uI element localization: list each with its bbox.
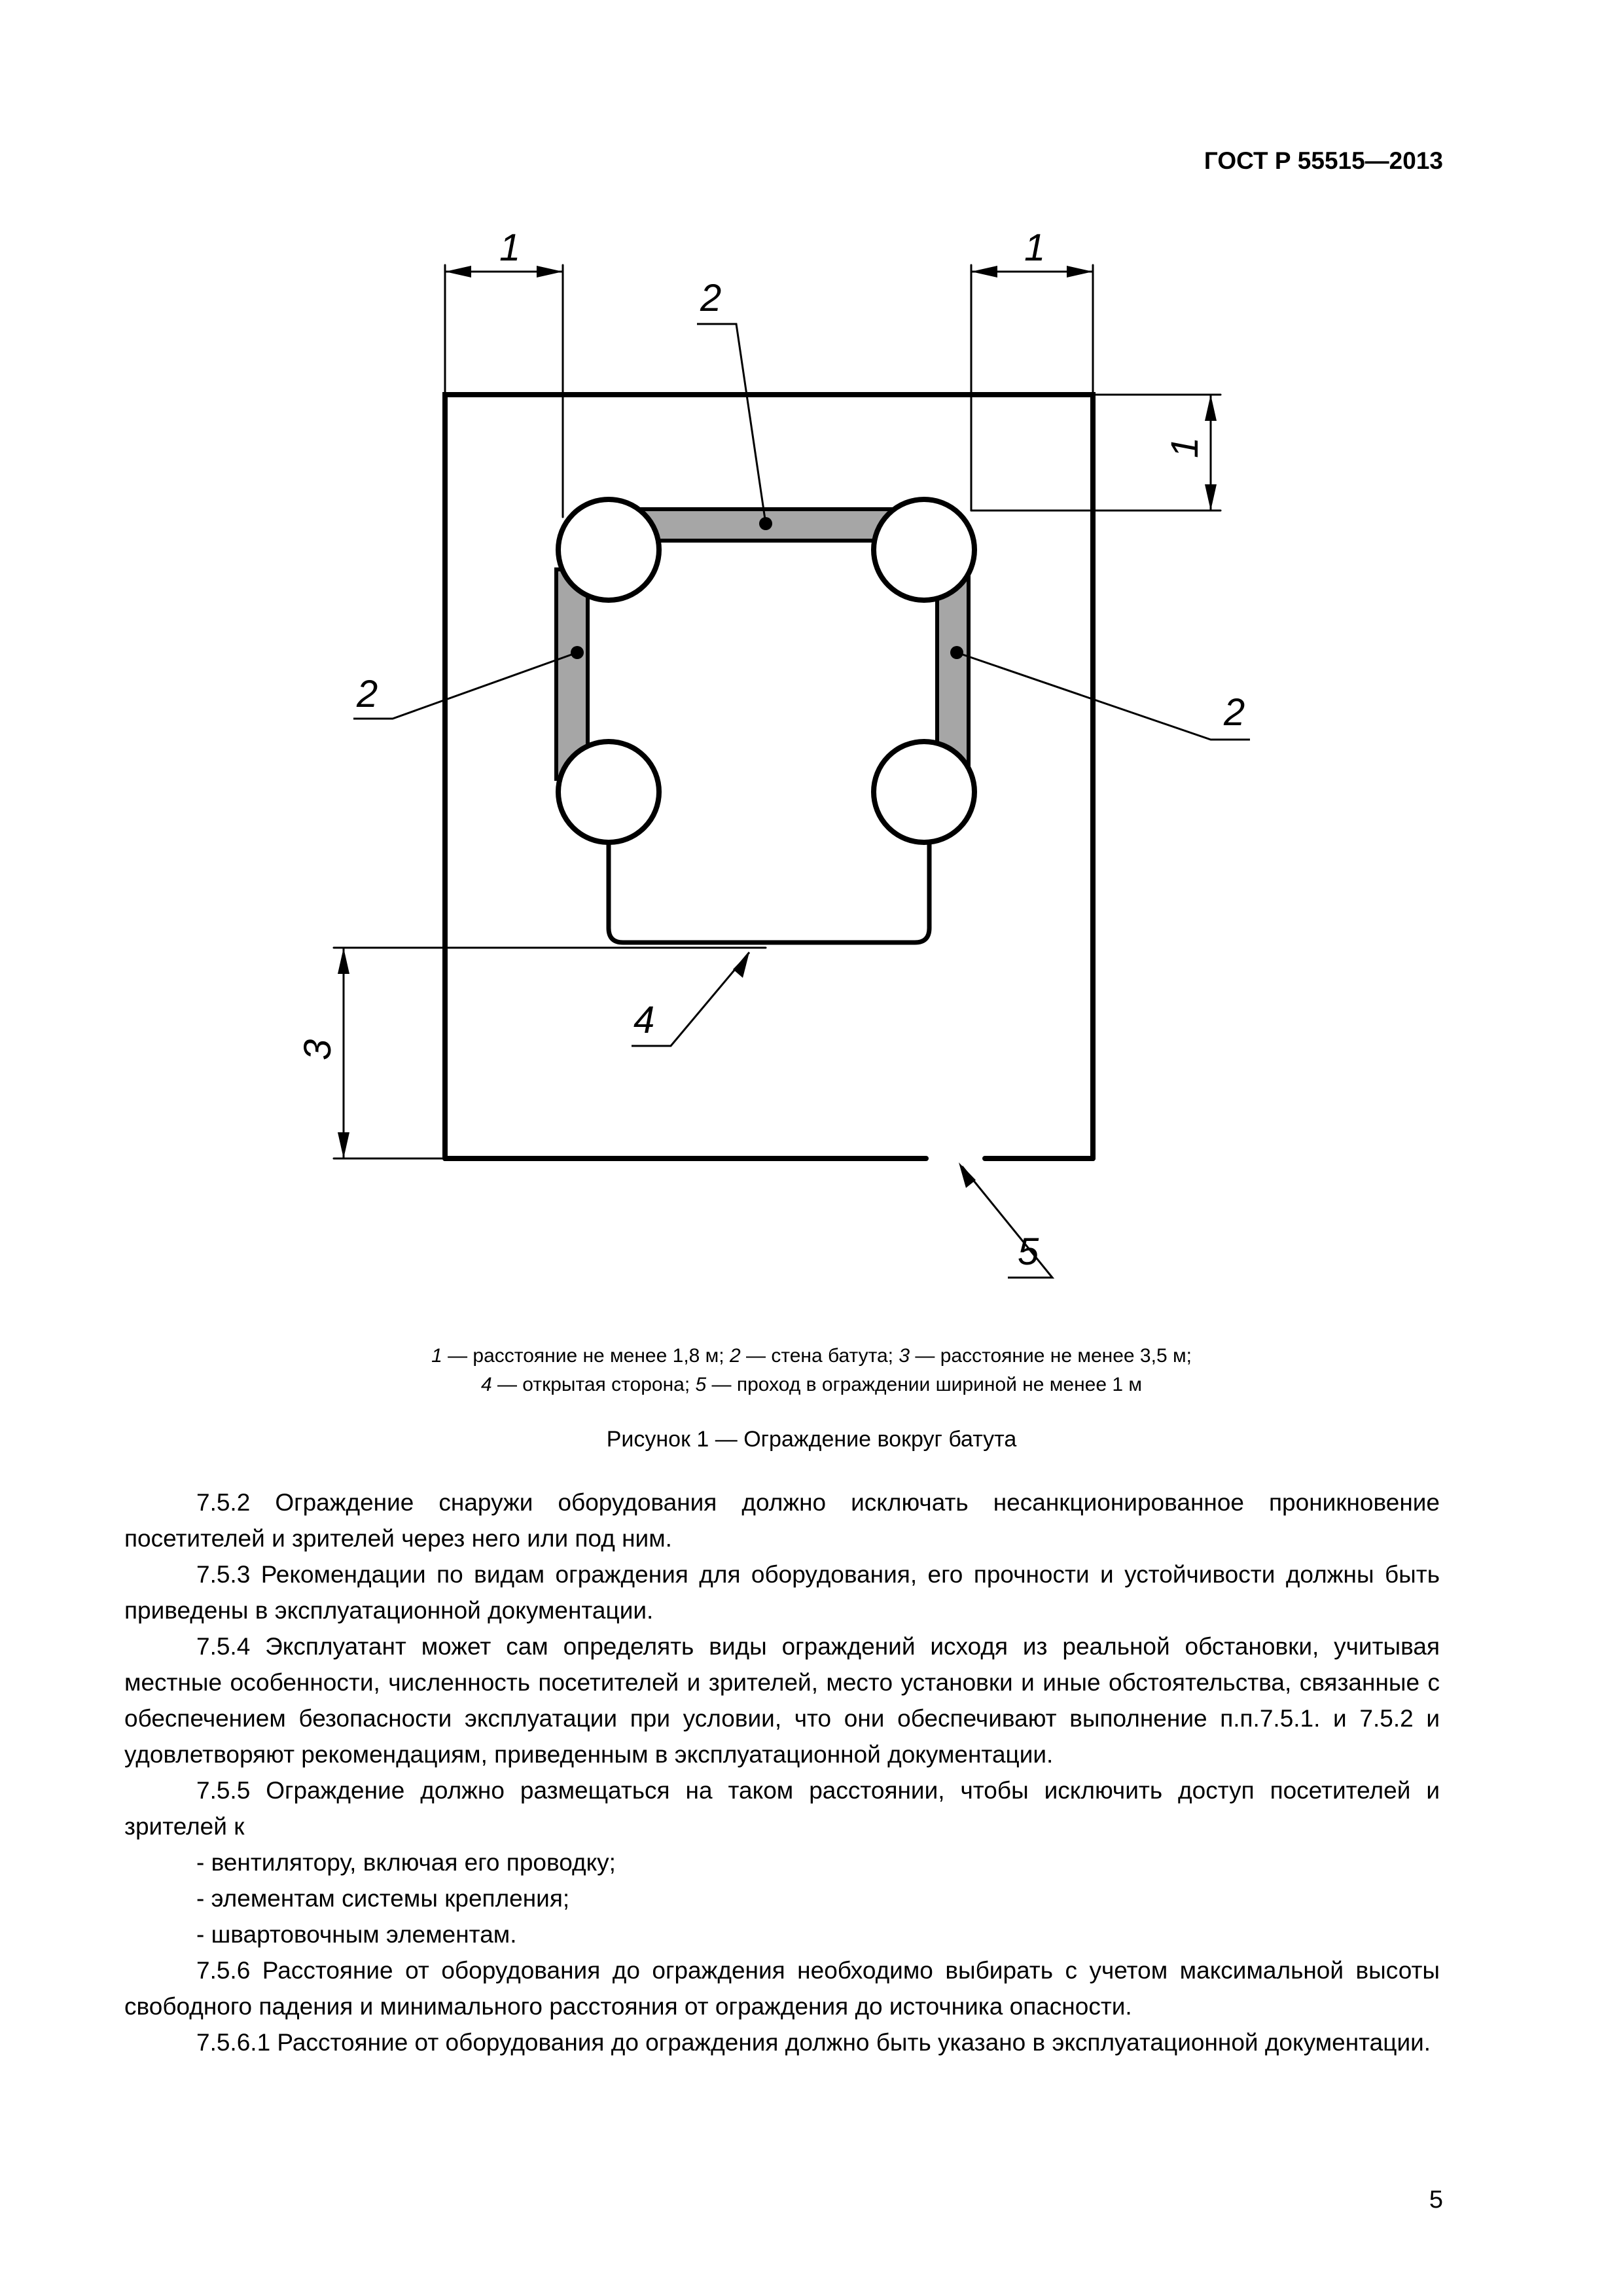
callout-dist-bottom: 3 — [296, 1039, 339, 1060]
callout-wall-right: 2 — [1224, 691, 1245, 734]
callout-dist-left-top: 1 — [499, 226, 521, 269]
paragraph-7-5-6-1: 7.5.6.1 Расстояние от оборудования до ограждения должно быть указано в эксплуатационной документации. — [196, 2029, 1431, 2056]
callout-dist-side: 1 — [1164, 437, 1206, 458]
list-item: - вентилятору, включая его проводку; — [196, 1849, 616, 1876]
list-item: - элементам системы крепления; — [196, 1885, 570, 1912]
figure-caption: Рисунок 1 — Ограждение вокруг батута — [606, 1427, 1017, 1452]
corner-posts — [558, 499, 974, 842]
open-side-outline — [609, 825, 929, 942]
paragraph-7-5-4: 7.5.4 Эксплуатант может сам определять виды ограждений исходя из реальной обстановки, учитывая местные особенности, численность посетителей и зрителей, место установки и иные обстоятельства, связанные с обеспечением безопасности эксплуатации при условии, что они обеспечивают выполнение п.п.7.5.1. и 7.5.2 и удовлетворяют рекомендациям, приведенным в эксплуатационной документации. — [124, 1633, 1440, 1768]
callout-dist-right-top: 1 — [1024, 226, 1046, 269]
paragraph-7-5-2: 7.5.2 Ограждение снаружи оборудования должно исключать несанкционированное проникновение посетителей и зрителей через него или под ним. — [124, 1489, 1440, 1552]
figure-legend — [0, 1342, 1623, 1399]
body-text — [124, 1484, 1440, 2060]
paragraph-7-5-5: 7.5.5 Ограждение должно размещаться на таком расстоянии, чтобы исключить доступ посетителей и зрителей к — [124, 1777, 1440, 1840]
paragraph-7-5-6: 7.5.6 Расстояние от оборудования до ограждения необходимо выбирать с учетом максимальной высоты свободного падения и минимального расстояния от ограждения до источника опасности. — [124, 1957, 1440, 2020]
list-item: - швартовочным элементам. — [196, 1921, 517, 1948]
callout-wall-top: 2 — [700, 277, 722, 319]
paragraph-7-5-3: 7.5.3 Рекомендации по видам ограждения для оборудования, его прочности и устойчивости должны быть приведены в эксплуатационной документации. — [124, 1561, 1440, 1624]
callout-passage: 5 — [1018, 1230, 1039, 1273]
page-number: 5 — [1429, 2186, 1443, 2214]
document-header: ГОСТ Р 55515—2013 — [1204, 147, 1443, 174]
callout-wall-left: 2 — [357, 673, 378, 715]
legend-line-2: 4 — открытая сторона; 5 — проход в ограждении шириной не менее 1 м — [480, 1374, 1143, 1395]
legend-line-1: 1 — расстояние не менее 1,8 м; 2 — стена батута; 3 — расстояние не менее 3,5 м; — [431, 1345, 1192, 1367]
callout-open-side: 4 — [633, 999, 655, 1041]
